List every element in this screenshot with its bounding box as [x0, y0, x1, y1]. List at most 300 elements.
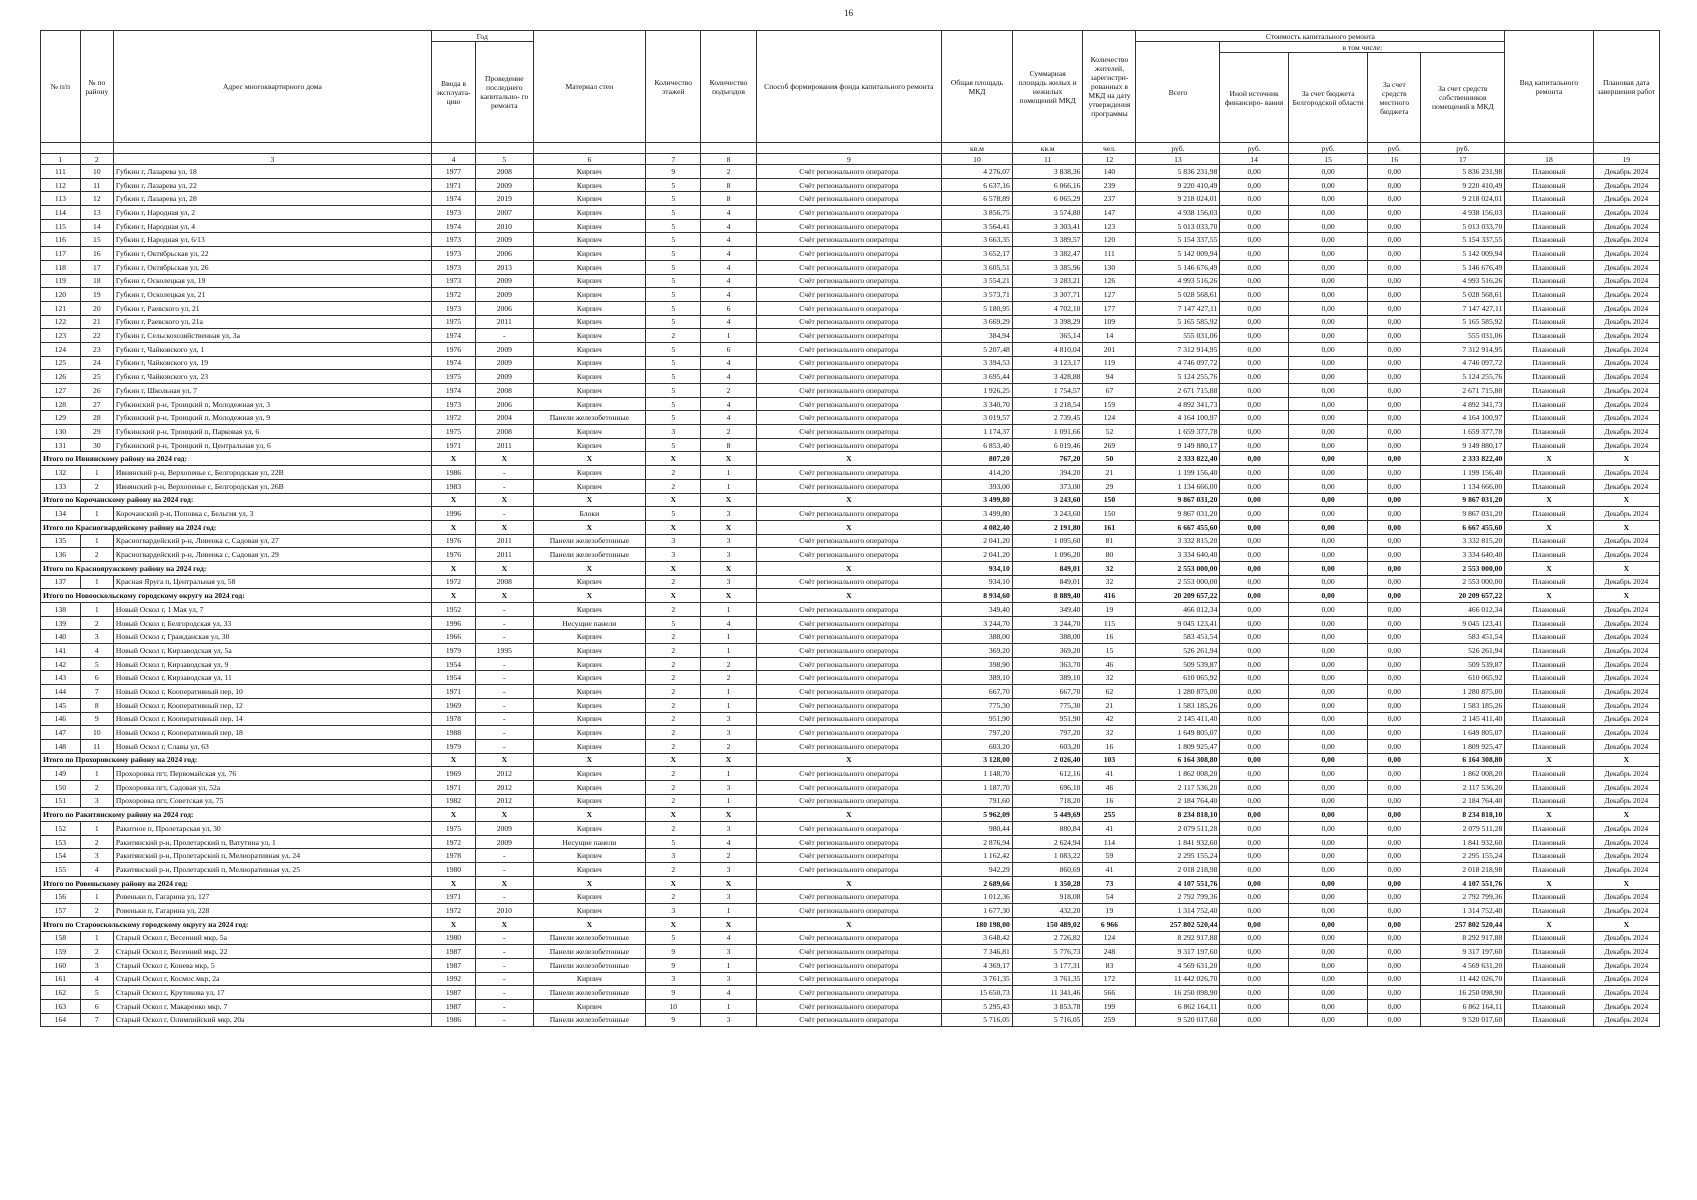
- table-cell: 29: [80, 425, 113, 439]
- table-cell: Кирпич: [533, 165, 646, 179]
- table-cell: 1: [80, 466, 113, 480]
- table-cell: 5 013 033,70: [1421, 219, 1505, 233]
- column-number-cell: 2: [80, 154, 113, 165]
- table-cell: 1986: [431, 1013, 475, 1027]
- table-cell: 16: [1083, 739, 1136, 753]
- table-row: [41, 301, 1660, 315]
- table-cell: 2 026,40: [1012, 753, 1083, 767]
- table-cell: Кирпич: [533, 274, 646, 288]
- table-cell: 5 013 033,70: [1136, 219, 1220, 233]
- table-cell: 3 695,44: [942, 370, 1013, 384]
- address-cell: Губкин г, Народная ул, 6/13: [113, 233, 431, 247]
- table-cell: 4 938 156,03: [1421, 206, 1505, 220]
- page-number: 16: [844, 8, 853, 18]
- table-cell: 0,00: [1368, 233, 1421, 247]
- table-cell: 0,00: [1368, 384, 1421, 398]
- address-cell: Старый Оскол г, Макаренко мкр, 7: [113, 999, 431, 1013]
- table-cell: 4: [701, 274, 756, 288]
- table-cell: 127: [41, 384, 81, 398]
- table-cell: 147: [41, 726, 81, 740]
- table-cell: -: [476, 849, 533, 863]
- table-cell: -: [476, 507, 533, 521]
- table-cell: 1: [701, 767, 756, 781]
- table-cell: X: [646, 808, 701, 822]
- table-cell: 1969: [431, 698, 475, 712]
- table-cell: 416: [1083, 589, 1136, 603]
- table-cell: 0,00: [1220, 397, 1288, 411]
- table-cell: 28: [80, 411, 113, 425]
- table-cell: 1 649 805,07: [1136, 726, 1220, 740]
- table-cell: 3: [701, 507, 756, 521]
- table-cell: 12: [80, 192, 113, 206]
- table-cell: 2009: [476, 288, 533, 302]
- table-cell: 5: [646, 384, 701, 398]
- table-row: [41, 616, 1660, 630]
- address-cell: Ракитянский р-н, Пролетарский п, Ватутина ул, 1: [113, 835, 431, 849]
- table-cell: -: [476, 999, 533, 1013]
- table-row: [41, 411, 1660, 425]
- address-cell: Старый Оскол г, Весенний мкр, 5а: [113, 931, 431, 945]
- table-cell: 0,00: [1288, 356, 1368, 370]
- table-cell: 5: [646, 288, 701, 302]
- table-cell: 151: [41, 794, 81, 808]
- table-cell: 2009: [476, 822, 533, 836]
- table-cell: 0,00: [1288, 835, 1368, 849]
- table-cell: 4 993 516,26: [1136, 274, 1220, 288]
- address-cell: Новый Оскол г, Кооперативный пер, 10: [113, 685, 431, 699]
- table-cell: 0,00: [1368, 1013, 1421, 1027]
- table-cell: Несущие панели: [533, 616, 646, 630]
- address-cell: Корочанский р-н, Поповка с, Бельгия ул, 3: [113, 507, 431, 521]
- table-cell: Кирпич: [533, 397, 646, 411]
- table-cell: 32: [1083, 561, 1136, 575]
- table-cell: 5 180,95: [942, 301, 1013, 315]
- table-cell: 2 191,80: [1012, 520, 1083, 534]
- col-entrances: Количество подъездов: [701, 31, 756, 143]
- table-cell: 2: [80, 479, 113, 493]
- table-cell: Кирпич: [533, 863, 646, 877]
- table-cell: Счёт регионального оператора: [756, 411, 942, 425]
- table-cell: 1987: [431, 945, 475, 959]
- table-row: [41, 507, 1660, 521]
- table-cell: 0,00: [1288, 466, 1368, 480]
- table-cell: 5: [646, 342, 701, 356]
- table-cell: Счёт регионального оператора: [756, 685, 942, 699]
- table-cell: Плановый: [1505, 849, 1593, 863]
- table-cell: 1977: [431, 165, 475, 179]
- table-cell: Плановый: [1505, 411, 1593, 425]
- table-cell: 2011: [476, 438, 533, 452]
- table-cell: 373,00: [1012, 479, 1083, 493]
- column-number-cell: 7: [646, 154, 701, 165]
- table-cell: Плановый: [1505, 575, 1593, 589]
- table-cell: 1: [701, 466, 756, 480]
- table-cell: -: [476, 630, 533, 644]
- column-number-cell: 17: [1421, 154, 1505, 165]
- table-cell: 123: [1083, 219, 1136, 233]
- table-cell: X: [1593, 561, 1659, 575]
- table-cell: 5: [646, 260, 701, 274]
- table-cell: 126: [41, 370, 81, 384]
- table-cell: 1: [701, 630, 756, 644]
- table-cell: Счёт регионального оператора: [756, 863, 942, 877]
- table-row: [41, 342, 1660, 356]
- table-cell: 155: [41, 863, 81, 877]
- table-cell: 1974: [431, 356, 475, 370]
- table-cell: 3: [701, 575, 756, 589]
- table-cell: Счёт регионального оператора: [756, 657, 942, 671]
- subtotal-label: Итого по Ровеньскому району на 2024 год:: [41, 876, 432, 890]
- table-cell: Кирпич: [533, 767, 646, 781]
- table-cell: 17: [80, 260, 113, 274]
- table-cell: 3: [701, 890, 756, 904]
- table-cell: 119: [1083, 356, 1136, 370]
- subtotal-label: Итого по Корочанскому району на 2024 год:: [41, 493, 432, 507]
- unit-cell: [756, 143, 942, 154]
- table-cell: Кирпич: [533, 822, 646, 836]
- table-cell: Счёт регионального оператора: [756, 329, 942, 343]
- table-row: [41, 972, 1660, 986]
- table-cell: 16: [80, 247, 113, 261]
- table-cell: X: [533, 561, 646, 575]
- table-cell: 114: [41, 206, 81, 220]
- table-cell: Счёт регионального оператора: [756, 644, 942, 658]
- table-cell: 5 124 255,76: [1136, 370, 1220, 384]
- table-cell: Счёт регионального оператора: [756, 507, 942, 521]
- table-cell: 0,00: [1220, 178, 1288, 192]
- table-cell: 20 209 657,22: [1136, 589, 1220, 603]
- table-cell: 0,00: [1368, 575, 1421, 589]
- table-row: [41, 603, 1660, 617]
- table-cell: 160: [41, 958, 81, 972]
- table-cell: 0,00: [1368, 507, 1421, 521]
- table-cell: 3: [701, 863, 756, 877]
- table-cell: 164: [41, 1013, 81, 1027]
- address-cell: Красногвардейский р-н, Ливенка с, Садовая ул, 27: [113, 534, 431, 548]
- table-cell: 1 280 875,00: [1421, 685, 1505, 699]
- table-cell: Плановый: [1505, 315, 1593, 329]
- table-cell: 130: [1083, 260, 1136, 274]
- table-cell: Счёт регионального оператора: [756, 192, 942, 206]
- table-cell: 4: [701, 397, 756, 411]
- table-cell: 1 314 752,40: [1136, 904, 1220, 918]
- table-cell: Декабрь 2024: [1593, 301, 1659, 315]
- table-cell: 4: [701, 986, 756, 1000]
- table-cell: 5: [646, 438, 701, 452]
- table-cell: 0,00: [1288, 288, 1368, 302]
- table-cell: Панели железобетонные: [533, 958, 646, 972]
- table-cell: 1980: [431, 863, 475, 877]
- table-cell: Декабрь 2024: [1593, 671, 1659, 685]
- table-cell: 2011: [476, 534, 533, 548]
- col-cost-group: Стоимость капитального ремонта: [1136, 31, 1505, 42]
- table-cell: 7 312 914,95: [1421, 342, 1505, 356]
- table-cell: Плановый: [1505, 397, 1593, 411]
- table-cell: Плановый: [1505, 890, 1593, 904]
- table-cell: 9 520 017,60: [1421, 1013, 1505, 1027]
- table-cell: 1973: [431, 233, 475, 247]
- table-cell: 2: [646, 822, 701, 836]
- table-cell: 0,00: [1368, 520, 1421, 534]
- table-cell: X: [431, 452, 475, 466]
- table-cell: 123: [41, 329, 81, 343]
- table-cell: 0,00: [1368, 890, 1421, 904]
- table-cell: 555 031,06: [1136, 329, 1220, 343]
- table-cell: 1972: [431, 288, 475, 302]
- table-cell: -: [476, 329, 533, 343]
- table-cell: Несущие панели: [533, 835, 646, 849]
- table-cell: 4: [701, 260, 756, 274]
- table-row: [41, 945, 1660, 959]
- table-cell: 0,00: [1220, 876, 1288, 890]
- table-cell: Кирпич: [533, 247, 646, 261]
- table-cell: 388,00: [942, 630, 1013, 644]
- table-cell: 1973: [431, 247, 475, 261]
- table-cell: 393,00: [942, 479, 1013, 493]
- table-cell: 73: [1083, 876, 1136, 890]
- table-cell: Декабрь 2024: [1593, 397, 1659, 411]
- table-cell: X: [431, 589, 475, 603]
- col-total: Всего: [1136, 42, 1220, 143]
- table-cell: 3 398,29: [1012, 315, 1083, 329]
- subtotal-row: [41, 876, 1660, 890]
- table-cell: 0,00: [1288, 972, 1368, 986]
- table-row: [41, 425, 1660, 439]
- table-cell: 1987: [431, 986, 475, 1000]
- table-cell: 0,00: [1368, 603, 1421, 617]
- table-cell: 880,84: [1012, 822, 1083, 836]
- address-cell: Ивнянский р-н, Верхопенье с, Белгородская ул, 22В: [113, 466, 431, 480]
- table-cell: Декабрь 2024: [1593, 356, 1659, 370]
- capital-repair-table: [40, 30, 1660, 1027]
- table-cell: Декабрь 2024: [1593, 342, 1659, 356]
- table-cell: 0,00: [1368, 726, 1421, 740]
- table-cell: 3 307,71: [1012, 288, 1083, 302]
- table-cell: Декабрь 2024: [1593, 425, 1659, 439]
- table-cell: Декабрь 2024: [1593, 165, 1659, 179]
- table-cell: 0,00: [1288, 685, 1368, 699]
- table-cell: Плановый: [1505, 986, 1593, 1000]
- table-cell: 5 207,48: [942, 342, 1013, 356]
- table-cell: Декабрь 2024: [1593, 972, 1659, 986]
- table-cell: 2 671 715,88: [1136, 384, 1220, 398]
- table-cell: 4 746 097,72: [1136, 356, 1220, 370]
- column-number-cell: 4: [431, 154, 475, 165]
- table-cell: 0,00: [1368, 698, 1421, 712]
- table-cell: 0,00: [1368, 165, 1421, 179]
- table-cell: 2009: [476, 342, 533, 356]
- table-cell: Счёт регионального оператора: [756, 972, 942, 986]
- address-cell: Новый Оскол г, Кооперативный пер, 18: [113, 726, 431, 740]
- table-cell: 5: [646, 931, 701, 945]
- unit-cell: чел.: [1083, 143, 1136, 154]
- column-number-cell: 12: [1083, 154, 1136, 165]
- table-cell: 15: [1083, 644, 1136, 658]
- table-cell: 1 095,60: [1012, 534, 1083, 548]
- table-cell: 2: [646, 671, 701, 685]
- table-cell: 5: [80, 986, 113, 1000]
- table-cell: X: [756, 753, 942, 767]
- table-cell: 2: [701, 849, 756, 863]
- table-cell: -: [476, 726, 533, 740]
- table-cell: 50: [1083, 452, 1136, 466]
- table-cell: -: [476, 616, 533, 630]
- column-number-cell: 10: [942, 154, 1013, 165]
- table-cell: 2 553 000,00: [1421, 561, 1505, 575]
- table-cell: 5 836 231,98: [1136, 165, 1220, 179]
- table-cell: 158: [41, 931, 81, 945]
- table-cell: 115: [41, 219, 81, 233]
- table-cell: 1 926,25: [942, 384, 1013, 398]
- table-cell: 10: [80, 165, 113, 179]
- subtotal-row: [41, 561, 1660, 575]
- address-cell: Ракитное п, Пролетарская ул, 30: [113, 822, 431, 836]
- table-cell: 0,00: [1288, 999, 1368, 1013]
- table-cell: 0,00: [1220, 644, 1288, 658]
- table-cell: X: [1593, 917, 1659, 931]
- table-cell: 0,00: [1220, 671, 1288, 685]
- table-cell: Кирпич: [533, 657, 646, 671]
- table-cell: 2: [80, 835, 113, 849]
- table-cell: 132: [41, 466, 81, 480]
- table-cell: 1 012,36: [942, 890, 1013, 904]
- table-cell: 150: [1083, 507, 1136, 521]
- table-cell: Плановый: [1505, 329, 1593, 343]
- table-cell: X: [431, 917, 475, 931]
- table-cell: 2009: [476, 370, 533, 384]
- address-cell: Новый Оскол г, Кирзаводская ул, 5а: [113, 644, 431, 658]
- table-cell: Кирпич: [533, 260, 646, 274]
- table-cell: 0,00: [1368, 561, 1421, 575]
- table-cell: 119: [41, 274, 81, 288]
- table-cell: 0,00: [1220, 548, 1288, 562]
- table-cell: Плановый: [1505, 165, 1593, 179]
- table-row: [41, 534, 1660, 548]
- address-cell: Губкинский р-н, Троицкий п, Молодежная ул, 9: [113, 411, 431, 425]
- table-cell: Панели железобетонные: [533, 548, 646, 562]
- table-cell: 2 333 822,40: [1136, 452, 1220, 466]
- table-cell: Декабрь 2024: [1593, 260, 1659, 274]
- table-cell: 4: [701, 288, 756, 302]
- table-cell: 0,00: [1288, 397, 1368, 411]
- table-row: [41, 739, 1660, 753]
- table-cell: Декабрь 2024: [1593, 945, 1659, 959]
- table-cell: 1: [701, 958, 756, 972]
- table-cell: 9 218 024,01: [1136, 192, 1220, 206]
- table-cell: X: [431, 561, 475, 575]
- table-cell: 113: [41, 192, 81, 206]
- table-cell: 2006: [476, 301, 533, 315]
- table-cell: 1973: [431, 301, 475, 315]
- table-cell: 9 867 031,20: [1136, 507, 1220, 521]
- table-cell: 5 716,05: [942, 1013, 1013, 1027]
- table-cell: Кирпич: [533, 233, 646, 247]
- table-cell: 2: [646, 603, 701, 617]
- table-cell: 0,00: [1288, 247, 1368, 261]
- table-cell: Плановый: [1505, 1013, 1593, 1027]
- table-cell: Счёт регионального оператора: [756, 835, 942, 849]
- table-cell: 0,00: [1288, 493, 1368, 507]
- table-cell: 1 096,20: [1012, 548, 1083, 562]
- table-cell: 1975: [431, 370, 475, 384]
- subtotal-row: [41, 808, 1660, 822]
- table-cell: 239: [1083, 178, 1136, 192]
- table-cell: Счёт регионального оператора: [756, 233, 942, 247]
- table-cell: 1979: [431, 739, 475, 753]
- table-cell: 2009: [476, 835, 533, 849]
- table-cell: 4 892 341,73: [1136, 397, 1220, 411]
- table-cell: 612,16: [1012, 767, 1083, 781]
- table-cell: 9: [646, 986, 701, 1000]
- table-cell: 3 303,41: [1012, 219, 1083, 233]
- address-cell: Губкин г, Чайковского ул, 19: [113, 356, 431, 370]
- table-cell: 11 341,46: [1012, 986, 1083, 1000]
- table-row: [41, 219, 1660, 233]
- table-row: [41, 233, 1660, 247]
- table-cell: 0,00: [1220, 780, 1288, 794]
- table-cell: 59: [1083, 849, 1136, 863]
- table-cell: 2011: [476, 315, 533, 329]
- table-cell: 3: [646, 972, 701, 986]
- table-cell: 3 332 815,20: [1421, 534, 1505, 548]
- table-cell: 153: [41, 835, 81, 849]
- table-cell: 0,00: [1288, 917, 1368, 931]
- table-cell: Счёт регионального оператора: [756, 356, 942, 370]
- table-cell: 3: [701, 945, 756, 959]
- table-cell: 1974: [431, 219, 475, 233]
- subtotal-row: [41, 520, 1660, 534]
- table-cell: Декабрь 2024: [1593, 644, 1659, 658]
- table-cell: 0,00: [1288, 219, 1368, 233]
- table-cell: -: [476, 712, 533, 726]
- table-cell: 237: [1083, 192, 1136, 206]
- table-cell: 5 716,05: [1012, 1013, 1083, 1027]
- table-cell: Плановый: [1505, 548, 1593, 562]
- table-cell: Декабрь 2024: [1593, 904, 1659, 918]
- table-row: [41, 849, 1660, 863]
- table-cell: 384,94: [942, 329, 1013, 343]
- table-cell: 2: [646, 698, 701, 712]
- table-cell: 269: [1083, 438, 1136, 452]
- table-cell: 0,00: [1220, 657, 1288, 671]
- table-cell: 0,00: [1288, 849, 1368, 863]
- table-cell: 1972: [431, 411, 475, 425]
- table-cell: 8: [701, 178, 756, 192]
- table-cell: 2012: [476, 794, 533, 808]
- table-cell: Плановый: [1505, 603, 1593, 617]
- table-cell: 2012: [476, 780, 533, 794]
- table-cell: 1: [80, 507, 113, 521]
- table-cell: 2: [701, 739, 756, 753]
- unit-cell: [533, 143, 646, 154]
- column-number-cell: 15: [1288, 154, 1368, 165]
- table-cell: 6 019,46: [1012, 438, 1083, 452]
- table-cell: 16: [1083, 794, 1136, 808]
- address-cell: Новый Оскол г, Кооперативный пер, 12: [113, 698, 431, 712]
- table-cell: 3 334 640,40: [1136, 548, 1220, 562]
- table-cell: 3: [646, 534, 701, 548]
- table-cell: 0,00: [1288, 616, 1368, 630]
- table-cell: 6 862 164,11: [1421, 999, 1505, 1013]
- table-cell: 16 250 098,90: [1136, 986, 1220, 1000]
- table-cell: 7: [80, 1013, 113, 1027]
- table-cell: 2 184 764,40: [1421, 794, 1505, 808]
- table-cell: 1987: [431, 958, 475, 972]
- table-cell: 0,00: [1368, 301, 1421, 315]
- table-cell: X: [1505, 493, 1593, 507]
- table-cell: 112: [41, 178, 81, 192]
- table-cell: 1 583 185,26: [1136, 698, 1220, 712]
